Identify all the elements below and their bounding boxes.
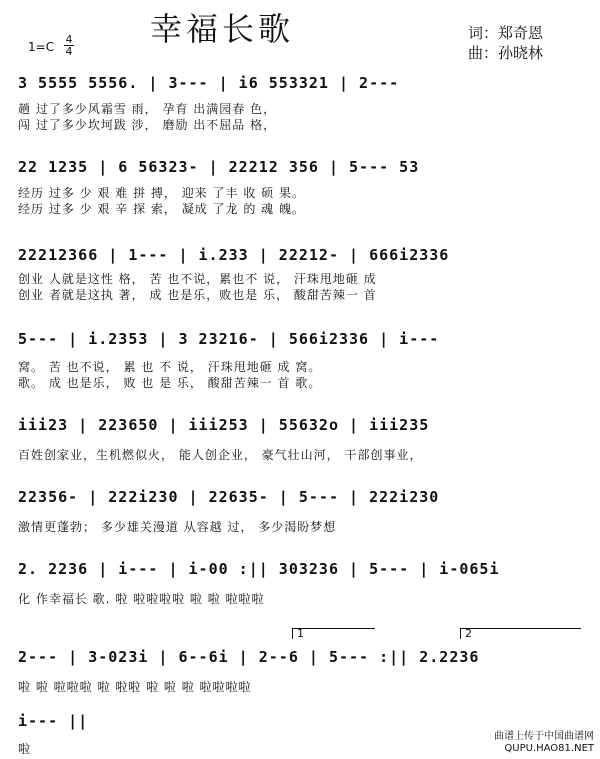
score-row-3 <box>18 246 584 316</box>
notation-line: 22356- | 222i230 | 22635- | 5--- | 222i230 <box>18 488 440 506</box>
score-row-1 <box>18 74 584 144</box>
notation-line: 2--- | 3-023i | 6--6i | 2--6 | 5--- :|| 2.2236 <box>18 648 480 666</box>
volta-second-label: 2 <box>465 627 472 640</box>
notation-line: i--- || <box>18 712 89 730</box>
source-watermark <box>494 731 594 755</box>
time-top: 4 <box>65 33 73 46</box>
notation-line: iii23 | 223650 | iii253 | 55632o | iii235 <box>18 416 430 434</box>
time-bottom: 4 <box>65 45 73 58</box>
notation-line: 22 1235 | 6 56323- | 22212 356 | 5--- 53 <box>18 158 420 176</box>
lyrics-verse-2: 经历 过多 少 艰 辛 探 索， 凝成 了龙 的 魂 魄。 <box>18 202 305 216</box>
score-row-2 <box>18 158 584 228</box>
composer-credit: 曲：孙晓林 <box>468 44 544 62</box>
time-signature <box>64 34 74 57</box>
notation-line: 2. 2236 | i--- | i-00 :|| 303236 | 5--- | i-065i <box>18 560 500 578</box>
lyrics-verse-1: 创业 人就是这性 格， 苦 也不说，累也不 说， 汗珠甩地砸 成 <box>18 272 377 286</box>
volta-second-ending <box>460 628 581 639</box>
watermark-line-2: QUPU.HAO81.NET <box>504 743 594 754</box>
score-row-5 <box>18 416 584 466</box>
volta-first-label: 1 <box>297 627 304 640</box>
lyrics-line: 激情更蓬勃； 多少雄关漫道 从容越 过， 多少渴盼梦想 <box>18 520 337 534</box>
lyrics-verse-1: 经历 过多 少 艰 难 拼 搏， 迎来 了丰 收 硕 果。 <box>18 186 305 200</box>
lyrics-verse-2: 歌。 成 也是乐， 败 也 是 乐， 酸甜苦辣一 首 歌。 <box>18 376 322 390</box>
score-row-8 <box>18 648 584 698</box>
key-signature: 1=C <box>28 40 55 54</box>
lyrics-verse-1: 趟 过了多少风霜雪 雨， 孕育 出满园春 色， <box>18 102 277 116</box>
notation-line: 22212366 | 1--- | i.233 | 22212- | 666i2336 <box>18 246 450 264</box>
lyrics-line: 百姓创家业，生机燃似火， 能人创企业， 豪气壮山河， 干部创事业， <box>18 448 423 462</box>
lyrics-verse-1: 窝。 苦 也不说， 累 也 不 说， 汗珠甩地砸 成 窝。 <box>18 360 322 374</box>
score-row-7 <box>18 560 584 610</box>
lyrics-line: 啦 啦 啦啦啦 啦 啦啦 啦 啦 啦 啦啦啦啦 <box>18 680 252 694</box>
song-title: 幸福长歌 <box>150 10 295 48</box>
notation-line: 3 5555 5556. | 3--- | i6 553321 | 2--- <box>18 74 400 92</box>
score-row-6 <box>18 488 584 538</box>
score-row-4 <box>18 330 584 400</box>
lyricist-credit: 词：郑奇恩 <box>468 24 544 42</box>
volta-first-ending <box>292 628 375 639</box>
lyrics-verse-2: 闯 过了多少坎坷跋 涉， 磨励 出不屈品 格， <box>18 118 277 132</box>
notation-line: 5--- | i.2353 | 3 23216- | 566i2336 | i--- <box>18 330 440 348</box>
lyrics-verse-2: 创业 者就是这执 著， 成 也是乐，败也是 乐， 酸甜苦辣一 首 <box>18 288 377 302</box>
lyrics-line: 化 作幸福长 歌. 啦 啦啦啦啦 啦 啦 啦啦啦 <box>18 592 265 606</box>
lyrics-line: 啦 <box>18 742 32 756</box>
watermark-line-1: 曲谱上传于中国曲谱网 <box>494 731 594 742</box>
